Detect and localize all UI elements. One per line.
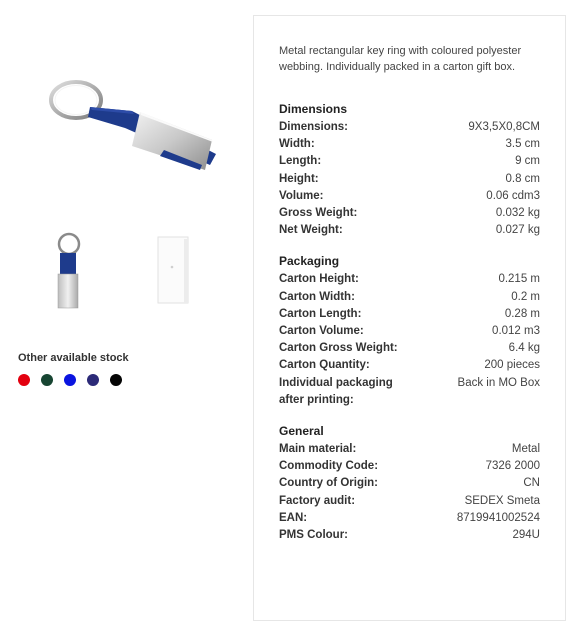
spec-label: Net Weight: [279, 224, 343, 237]
spec-value: 0.8 cm [505, 172, 540, 185]
spec-row [279, 222, 540, 239]
swatch-black[interactable] [110, 374, 122, 386]
spec-label: Factory audit: [279, 494, 356, 507]
spec-label: Commodity Code: [279, 460, 379, 473]
spec-value: 0.027 kg [495, 224, 540, 237]
spec-row [279, 493, 540, 510]
spec-label: Length: [279, 155, 322, 168]
product-description: Metal rectangular key ring with coloured polyester webbing. Individually packed in a carton gift box. [279, 45, 522, 73]
spec-row [279, 205, 540, 222]
spec-row [279, 441, 540, 458]
spec-row [279, 271, 540, 288]
spec-row [279, 475, 540, 492]
product-gallery [0, 0, 250, 635]
spec-label: Individual packaging after printing: [279, 376, 393, 406]
swatch-blue[interactable] [64, 374, 76, 386]
spec-row [279, 375, 540, 409]
spec-value: 9X3,5X0,8CM [468, 121, 540, 133]
main-product-image[interactable] [40, 62, 230, 182]
spec-row [279, 119, 540, 136]
spec-row [279, 171, 540, 188]
swatch-red[interactable] [18, 374, 30, 386]
general-section [279, 423, 540, 544]
other-stock-title: Other available stock [18, 352, 129, 364]
spec-value: 8719941002524 [456, 511, 540, 524]
spec-row [279, 306, 540, 323]
spec-label: EAN: [279, 511, 308, 524]
spec-value: 0.215 m [498, 273, 540, 286]
spec-value: 7326 2000 [485, 460, 540, 473]
spec-value: 200 pieces [484, 359, 540, 372]
thumbnail-keyring[interactable] [36, 232, 116, 312]
section-title: General [279, 424, 324, 439]
spec-value: 0.032 kg [495, 207, 540, 220]
spec-value: CN [523, 477, 540, 490]
dimensions-section [279, 101, 540, 239]
spec-value: Back in MO Box [457, 376, 540, 389]
packaging-section [279, 253, 540, 409]
section-title: Dimensions [279, 102, 348, 116]
spec-value: 294U [512, 529, 540, 542]
spec-label: Carton Length: [279, 307, 362, 320]
spec-row [279, 188, 540, 205]
spec-value: 3.5 cm [505, 138, 540, 151]
spec-value: 0.2 m [511, 290, 540, 303]
spec-label: Country of Origin: [279, 477, 379, 490]
swatch-dark-green[interactable] [41, 374, 53, 386]
thumbnail-gift-box[interactable] [134, 232, 214, 312]
spec-label: Height: [279, 172, 319, 185]
spec-value: Metal [511, 443, 540, 456]
spec-label: Carton Gross Weight: [279, 342, 398, 355]
spec-row [279, 527, 540, 544]
product-details-panel [253, 15, 566, 621]
section-title: Packaging [279, 254, 340, 269]
swatch-navy[interactable] [87, 374, 99, 386]
spec-value: 0.012 m3 [492, 325, 540, 338]
spec-label: Volume: [279, 189, 324, 202]
spec-label: Carton Volume: [279, 325, 364, 338]
spec-label: Carton Quantity: [279, 359, 370, 372]
spec-label: Gross Weight: [279, 207, 358, 220]
spec-label: Width: [279, 138, 315, 151]
spec-row [279, 323, 540, 340]
color-swatches [18, 374, 122, 386]
spec-row [279, 153, 540, 170]
spec-row [279, 510, 540, 527]
spec-row [279, 136, 540, 153]
spec-row [279, 289, 540, 306]
spec-label: Carton Height: [279, 273, 359, 286]
spec-row [279, 357, 540, 374]
spec-value: 0.06 cdm3 [486, 189, 540, 202]
spec-value: 0.28 m [504, 307, 540, 320]
spec-value: SEDEX Smeta [464, 494, 540, 507]
spec-row [279, 340, 540, 357]
spec-label: PMS Colour: [279, 529, 348, 542]
spec-label: Main material: [279, 443, 357, 456]
spec-row [279, 458, 540, 475]
spec-value: 6.4 kg [508, 342, 540, 355]
spec-value: 9 cm [515, 155, 540, 168]
spec-label: Carton Width: [279, 290, 355, 303]
spec-label: Dimensions: [279, 121, 349, 133]
